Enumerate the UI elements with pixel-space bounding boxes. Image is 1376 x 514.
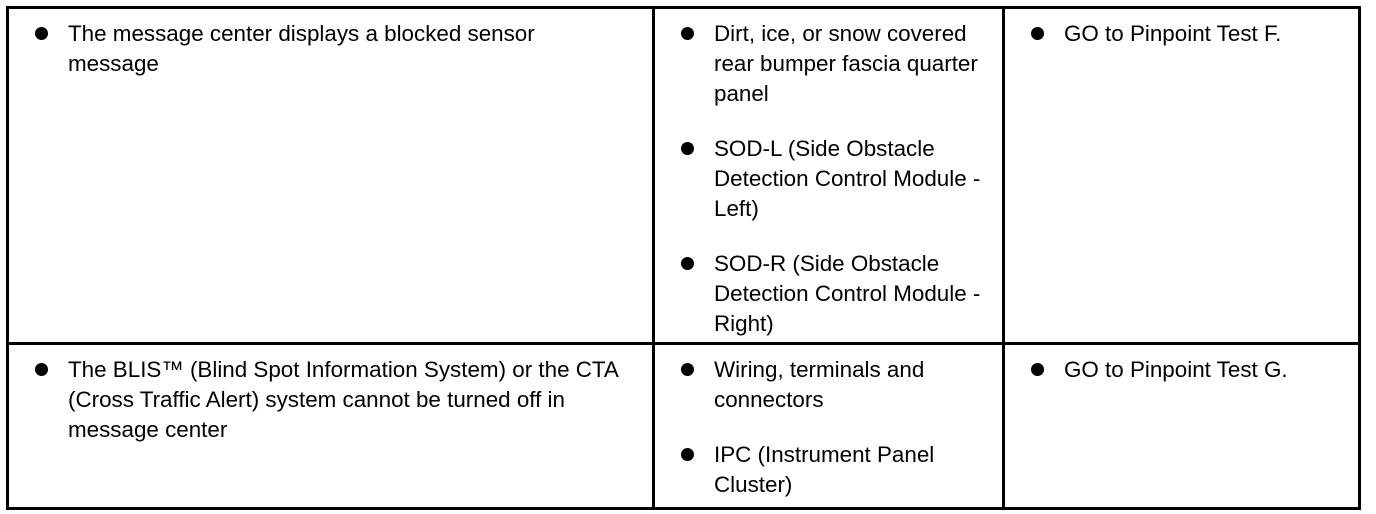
bullet-list — [33, 19, 644, 79]
possible-source-cell — [654, 8, 1004, 344]
list-item — [1029, 355, 1350, 385]
symptom-text: The message center displays a blocked sensor message — [68, 21, 535, 76]
possible-source-cell — [654, 344, 1004, 509]
possible-source-text: SOD-L (Side Obstacle Detection Control Module - Left) — [714, 136, 981, 221]
list-item — [679, 134, 994, 224]
table-row — [8, 344, 1360, 509]
bullet-icon — [681, 27, 694, 40]
action-cell — [1004, 344, 1360, 509]
bullet-icon — [35, 27, 48, 40]
bullet-list — [1029, 355, 1350, 385]
bullet-list — [33, 355, 644, 445]
bullet-icon — [681, 142, 694, 155]
possible-source-text: Dirt, ice, or snow covered rear bumper fascia quarter panel — [714, 21, 978, 106]
list-item — [33, 19, 608, 79]
bullet-icon — [681, 363, 694, 376]
action-cell — [1004, 8, 1360, 344]
action-text: GO to Pinpoint Test G. — [1064, 357, 1288, 382]
list-item — [679, 249, 994, 339]
list-item — [679, 440, 994, 500]
bullet-list — [1029, 19, 1350, 49]
bullet-list — [679, 355, 994, 500]
list-item — [1029, 19, 1350, 49]
bullet-icon — [1031, 27, 1044, 40]
bullet-icon — [681, 257, 694, 270]
bullet-icon — [681, 448, 694, 461]
bullet-icon — [35, 363, 48, 376]
table-row — [8, 8, 1360, 344]
symptom-cell — [8, 344, 654, 509]
symptom-text: The BLIS™ (Blind Spot Information System) or the CTA (Cross Traffic Alert) system cannot be turned off in message center — [68, 357, 618, 442]
action-text: GO to Pinpoint Test F. — [1064, 21, 1282, 46]
symptom-cell — [8, 8, 654, 344]
list-item — [33, 355, 638, 445]
diagnostic-table — [6, 6, 1361, 510]
list-item — [679, 355, 994, 415]
possible-source-text: IPC (Instrument Panel Cluster) — [714, 442, 935, 497]
bullet-icon — [1031, 363, 1044, 376]
list-item — [679, 19, 994, 109]
possible-source-text: SOD-R (Side Obstacle Detection Control Module - Right) — [714, 251, 981, 336]
bullet-list — [679, 19, 994, 339]
possible-source-text: Wiring, terminals and connectors — [714, 357, 925, 412]
